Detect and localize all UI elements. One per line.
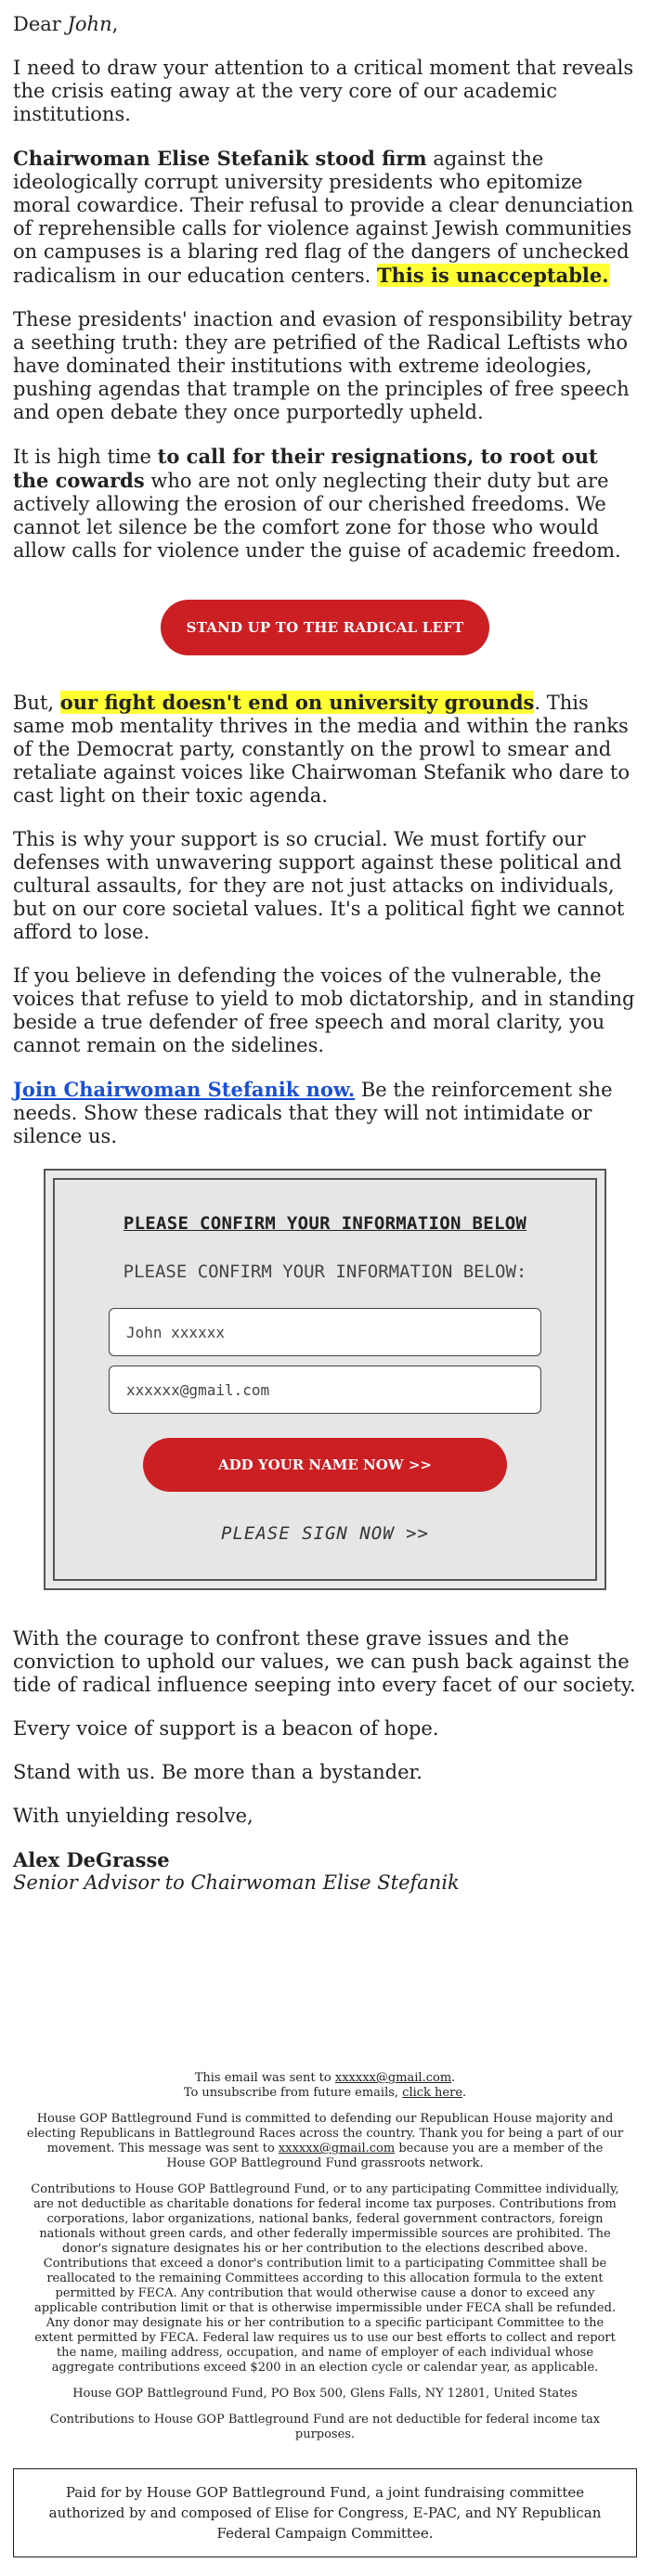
join-link[interactable]: Join Chairwoman Stefanik now. bbox=[13, 1078, 356, 1101]
paragraph-support: This is why your support is so crucial. We must fortify our defenses with unwavering support against these political and cultural assaults, for they are not just attacks on individuals, but on our core societal values. It's a political fight we cannot afford to lose. bbox=[13, 828, 625, 943]
paragraph-stand: Stand with us. Be more than a bystander. bbox=[13, 1761, 422, 1783]
paragraph-intro: I need to draw your attention to a critical moment that reveals the crisis eating away at the very core of our academic institutions. bbox=[13, 57, 634, 125]
footer-about-email-link[interactable]: xxxxxx@gmail.com bbox=[278, 2142, 396, 2155]
highlight-unacceptable: This is unacceptable. bbox=[377, 264, 609, 287]
footer-email-link[interactable]: xxxxxx@gmail.com bbox=[334, 2071, 452, 2085]
paragraph-courage: With the courage to confront these grave issues and the conviction to uphold our values, we can push back against the tide of radical influence seeping into every facet of our society. bbox=[13, 1627, 636, 1696]
closing: With unyielding resolve, bbox=[13, 1805, 254, 1827]
unsubscribe-link[interactable]: click here bbox=[402, 2086, 463, 2100]
cta-row bbox=[13, 600, 637, 655]
paragraph-fight: But, our fight doesn't end on university grounds. This same mob mentality thrives in the media and within the ranks of the Democrat party, constantly on the prowl to smear and retaliate against voices like Chairwoman Stefanik who dare to cast light on their toxic agenda. bbox=[13, 691, 630, 807]
email-body bbox=[0, 13, 650, 1895]
name-field[interactable]: John xxxxxx bbox=[109, 1308, 541, 1356]
paragraph-join: Join Chairwoman Stefanik now. Be the reinforcement she needs. Show these radicals that they will not intimidate or silence us. bbox=[13, 1078, 613, 1147]
paragraph-believe: If you believe in defending the voices of the vulnerable, the voices that refuse to yield to mob dictatorship, and in standing beside a true defender of free speech and moral clarity, you cannot remain on the sidelines. bbox=[13, 964, 635, 1056]
email-field[interactable]: xxxxxx@gmail.com bbox=[109, 1366, 541, 1414]
footer-contributions: Contributions to House GOP Battleground Fund, or to any participating Committee individually, are not deductible as charitable donations for federal income tax purposes. Contributions from corporations, labor organizations, national banks, federal government contractors, foreign nationals without green cards, and other federally impermissible sources are prohibited. The donor's signature designates his or her contribution to the elections described above. Contributions that exceed a donor's contribution limit to a participating Committee shall be reallocated to the remaining Committees according to this allocation formula to the extent permitted by FECA. Any contribution that would otherwise cause a donor to exceed any applicable contribution limit or that is otherwise impermissible under FECA shall be refunded. Any donor may designate his or her contribution to a specific participant Committee to the extent permitted by FECA. Federal law requires us to use our best efforts to collect and report the name, mailing address, occupation, and name of employer of each individual whose aggregate contributions exceed $200 in an election cycle or calendar year, as applicable. bbox=[31, 2182, 619, 2375]
bold-lead: Chairwoman Elise Stefanik stood firm bbox=[13, 147, 427, 170]
bold-resignations: to call for their resignations, to root out the cowards bbox=[13, 445, 598, 492]
footer-address: House GOP Battleground Fund, PO Box 500, Glens Falls, NY 12801, United States bbox=[72, 2387, 578, 2401]
recipient-name: John bbox=[67, 13, 112, 35]
signature-name: Alex DeGrasse bbox=[13, 1848, 170, 1871]
form-title: PLEASE CONFIRM YOUR INFORMATION BELOW bbox=[123, 1213, 527, 1234]
footer-sent-to: This email was sent to xxxxxx@gmail.com. To unsubscribe from future emails, click here. bbox=[183, 2071, 467, 2100]
add-name-button[interactable]: ADD YOUR NAME NOW >> bbox=[143, 1438, 507, 1492]
stand-up-button[interactable]: STAND UP TO THE RADICAL LEFT bbox=[161, 600, 490, 655]
form-subtitle: PLEASE CONFIRM YOUR INFORMATION BELOW: bbox=[123, 1262, 527, 1282]
paragraph-resignations: It is high time to call for their resignations, to root out the cowards who are not only neglecting their duty but are actively allowing the erosion of our cherished freedoms. We cannot let silence be the comfort zone for those who would allow calls for violence under the guise of academic freedom. bbox=[13, 445, 621, 562]
paragraph-beacon: Every voice of support is a beacon of hope. bbox=[13, 1717, 439, 1740]
footer bbox=[0, 2071, 650, 2442]
paragraph-stefanik: Chairwoman Elise Stefanik stood firm against the ideologically corrupt university presidents who epitomize moral cowardice. Their refusal to provide a clear denunciation of reprehensible calls for violence against Jewish communities on campuses is a blaring red flag of the dangers of unchecked radicalism in our education centers. This is unacceptable. bbox=[13, 147, 634, 287]
paragraph-presidents: These presidents' inaction and evasion of responsibility betray a seething truth: they are petrified of the Radical Leftists who have dominated their institutions with extreme ideologies, pushing agendas that trample on the principles of free speech and open debate they once purportedly upheld. bbox=[13, 308, 632, 423]
paid-for-disclaimer: Paid for by House GOP Battleground Fund, a joint fundraising committee authorized by and composed of Elise for Congress, E-PAC, and NY Republican Federal Campaign Committee. bbox=[13, 2468, 637, 2557]
sign-now-link[interactable]: PLEASE SIGN NOW >> bbox=[221, 1523, 429, 1544]
footer-about: House GOP Battleground Fund is committed to defending our Republican House majority and electing Republicans in Battleground Races across the country. Thank you for being a part of our movement. This message was sent to xxxxxx@gmail.com because you are a member of the House GOP Battleground Fund grassroots network. bbox=[26, 2112, 624, 2170]
highlight-fight: our fight doesn't end on university grounds bbox=[59, 691, 535, 714]
signature-title: Senior Advisor to Chairwoman Elise Stefanik bbox=[13, 1871, 460, 1894]
signup-form bbox=[44, 1169, 606, 1590]
footer-not-deductible: Contributions to House GOP Battleground Fund are not deductible for federal income tax purposes. bbox=[49, 2413, 601, 2441]
signature bbox=[13, 1848, 637, 1895]
signup-form-inner bbox=[53, 1178, 597, 1581]
greeting: Dear John, bbox=[13, 13, 119, 35]
